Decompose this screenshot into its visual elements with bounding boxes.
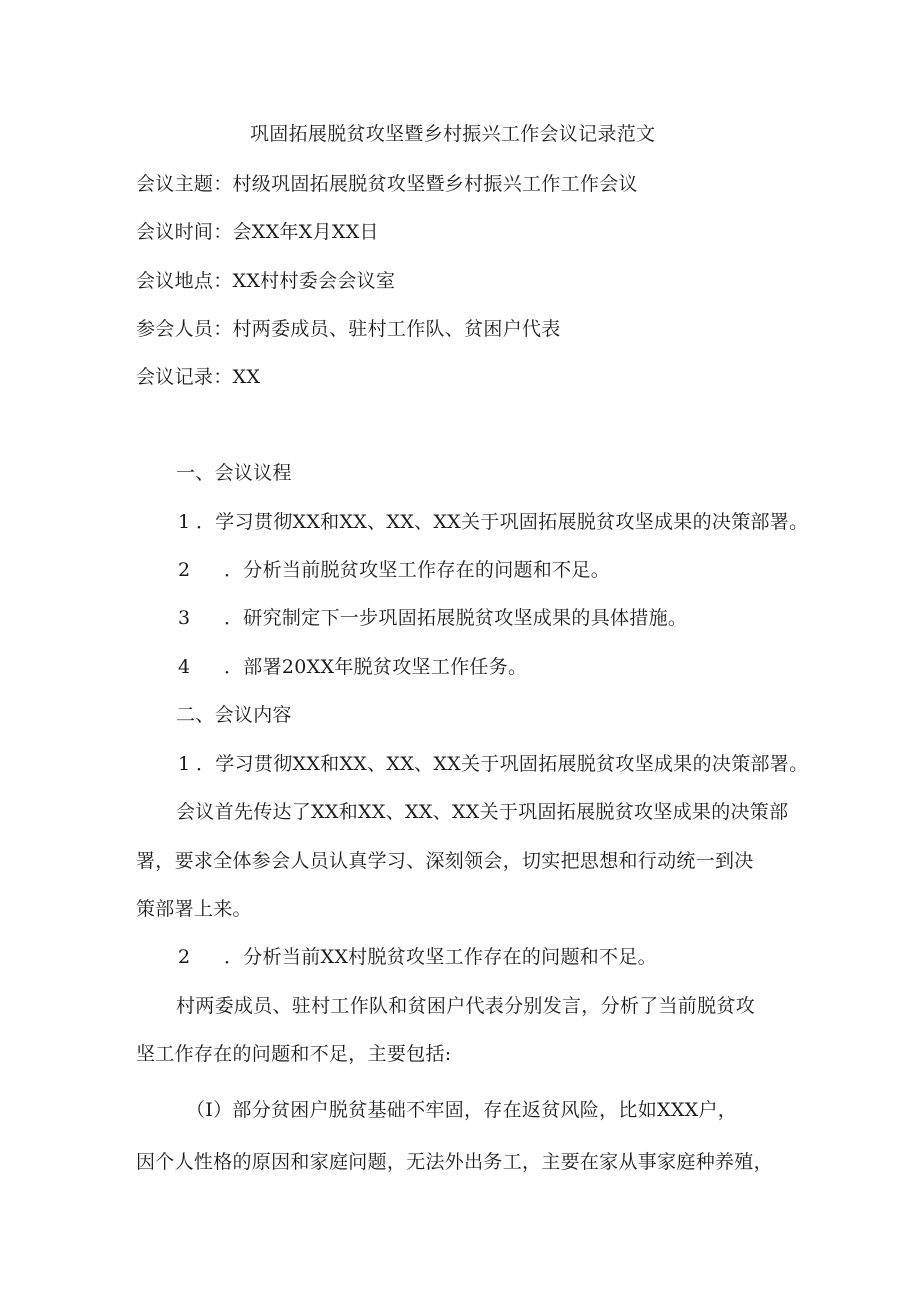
paragraph-line: 坚工作存在的问题和不足，主要包括: xyxy=(136,1043,452,1065)
agenda-item-text: ．分析当前脱贫攻坚工作存在的问题和不足。 xyxy=(224,559,611,581)
agenda-item-number: 4 xyxy=(178,656,191,678)
meeting-topic: 会议主题：村级巩固拓展脱贫攻坚暨乡村振兴工作工作会议 xyxy=(136,173,638,195)
paragraph-line: 村两委成员、驻村工作队和贫困户代表分别发言，分析了当前脱贫攻 xyxy=(176,995,756,1017)
content-item-text: ．分析当前XX村脱贫攻坚工作存在的问题和不足。 xyxy=(224,946,657,968)
meeting-time: 会议时间：会XX年X月XX日 xyxy=(136,221,379,243)
meeting-recorder: 会议记录：XX xyxy=(136,366,261,388)
meeting-attendees: 参会人员：村两委成员、驻村工作队、贫困户代表 xyxy=(136,318,561,340)
meeting-location: 会议地点：XX村村委会会议室 xyxy=(136,270,396,292)
document-title: 巩固拓展脱贫攻坚暨乡村振兴工作会议记录范文 xyxy=(250,123,656,145)
agenda-item-number: 3 xyxy=(178,607,191,629)
content-item-number: 2 xyxy=(178,946,191,968)
paragraph-line: 署，要求全体参会人员认真学习、深刻领会，切实把思想和行动统一到决 xyxy=(136,850,754,872)
paragraph-line: 策部署上来。 xyxy=(136,898,252,920)
content-item-text: ．学习贯彻XX和XX、XX、XX关于巩固拓展脱贫攻坚成果的决策部署。 xyxy=(196,753,809,775)
agenda-item-number: 2 xyxy=(178,559,191,581)
agenda-item-text: ．部署20XX年脱贫攻坚工作任务。 xyxy=(224,656,528,678)
section-heading-content: 二、会议内容 xyxy=(176,704,292,726)
paragraph-line: 会议首先传达了XX和XX、XX、XX关于巩固拓展脱贫攻坚成果的决策部 xyxy=(176,801,789,823)
paragraph-line: 因个人性格的原因和家庭问题，无法外出务工，主要在家从事家庭种养殖， xyxy=(136,1151,773,1173)
agenda-item-text: ．研究制定下一步巩固拓展脱贫攻坚成果的具体措施。 xyxy=(224,607,688,629)
content-item-number: 1 xyxy=(178,753,191,775)
agenda-item-text: ．学习贯彻XX和XX、XX、XX关于巩固拓展脱贫攻坚成果的决策部署。 xyxy=(196,511,809,533)
paragraph-line: （I）部分贫困户脱贫基础不牢固，存在返贫风险，比如XXX户， xyxy=(186,1099,738,1121)
section-heading-agenda: 一、会议议程 xyxy=(176,462,292,484)
agenda-item-number: 1 xyxy=(178,511,191,533)
